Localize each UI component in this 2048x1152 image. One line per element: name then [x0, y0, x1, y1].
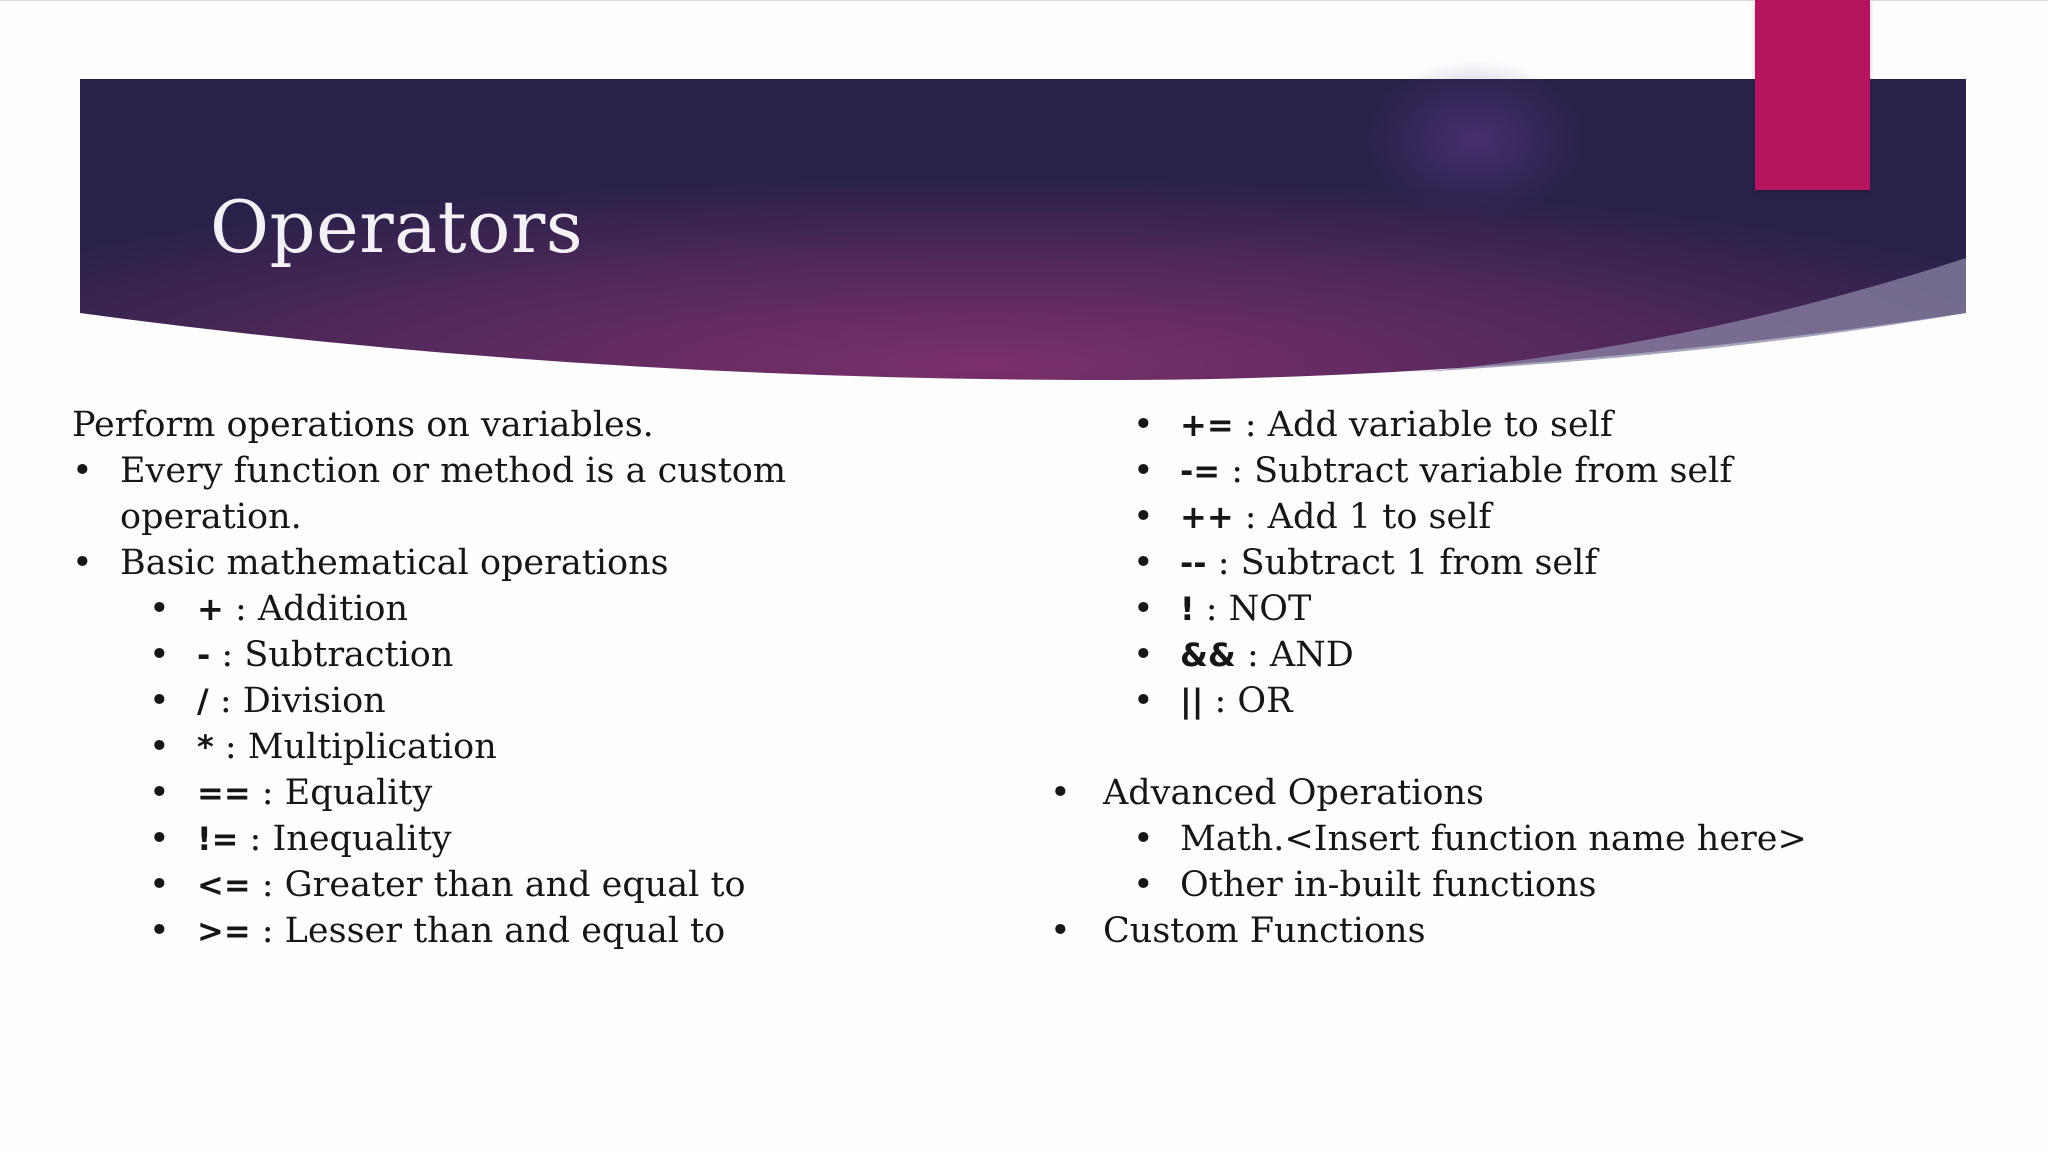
operator-description: : Subtract variable from self: [1220, 451, 1733, 491]
operator-description: : NOT: [1194, 589, 1312, 629]
operator-description: : Multiplication: [213, 727, 497, 767]
list-item-label: Basic mathematical operations: [120, 543, 669, 583]
operator-item: [1050, 678, 1950, 724]
operator-description: : OR: [1203, 681, 1293, 721]
list-item: [1050, 908, 1950, 954]
operator-symbol: *: [197, 728, 214, 766]
operator-item: [72, 586, 992, 632]
operator-symbol: !=: [197, 820, 239, 858]
bullet-icon: •: [1133, 635, 1154, 675]
operator-symbol: -: [197, 636, 211, 674]
operator-item: [72, 770, 992, 816]
accent-tab: [1755, 0, 1870, 190]
bullet-icon: •: [1133, 451, 1154, 491]
operator-item: [72, 816, 992, 862]
operator-description: : Division: [208, 681, 386, 721]
operator-item: [1050, 632, 1950, 678]
operator-item: [72, 724, 992, 770]
bullet-icon: •: [1133, 865, 1154, 905]
bullet-icon: •: [1133, 543, 1154, 583]
intro-label: Perform operations on variables.: [72, 405, 654, 445]
bullet-icon: •: [1050, 911, 1071, 951]
bullet-icon: •: [149, 681, 170, 721]
bullet-icon: •: [1133, 405, 1154, 445]
bullet-icon: •: [1133, 819, 1154, 859]
list-item: [72, 540, 992, 586]
bullet-icon: •: [149, 589, 170, 629]
operator-item: [72, 678, 992, 724]
operator-symbol: -=: [1180, 452, 1221, 490]
operator-item: [1050, 494, 1950, 540]
operator-symbol: ==: [197, 774, 251, 812]
bullet-icon: •: [149, 911, 170, 951]
operator-symbol: ||: [1180, 682, 1204, 720]
right-column: [1050, 402, 1950, 954]
operator-symbol: +=: [1180, 406, 1234, 444]
spacer: [1050, 724, 1950, 770]
operator-symbol: !: [1180, 590, 1195, 628]
operator-description: : Subtraction: [210, 635, 454, 675]
operator-description: : Equality: [250, 773, 433, 813]
bullet-icon: •: [1050, 773, 1071, 813]
bullet-icon: •: [149, 865, 170, 905]
slide-title: Operators: [210, 185, 584, 269]
list-item-label: Math.<Insert function name here>: [1180, 819, 1807, 859]
list-item-label: Other in-built functions: [1180, 865, 1597, 905]
operator-description: : Addition: [223, 589, 409, 629]
operator-item: [72, 632, 992, 678]
list-item-label: Custom Functions: [1103, 911, 1426, 951]
operator-item: [1050, 448, 1950, 494]
operator-symbol: <=: [197, 866, 251, 904]
operator-description: : Greater than and equal to: [250, 865, 746, 905]
bullet-icon: •: [1133, 589, 1154, 629]
bullet-icon: •: [149, 727, 170, 767]
operator-symbol: +: [197, 590, 224, 628]
operator-item: [1050, 540, 1950, 586]
list-item-continuation: [72, 494, 992, 540]
operator-description: : Subtract 1 from self: [1206, 543, 1598, 583]
bullet-icon: •: [1133, 497, 1154, 537]
bullet-icon: •: [149, 635, 170, 675]
sub-list-item: [1050, 816, 1950, 862]
list-item: [1050, 770, 1950, 816]
intro-text: [72, 402, 992, 448]
bullet-icon: •: [1133, 681, 1154, 721]
operator-symbol: --: [1180, 544, 1207, 582]
operator-item: [72, 908, 992, 954]
operator-symbol: ++: [1180, 498, 1234, 536]
bullet-icon: •: [149, 773, 170, 813]
operator-item: [1050, 402, 1950, 448]
operator-description: : Inequality: [238, 819, 452, 859]
operator-description: : Lesser than and equal to: [250, 911, 726, 951]
operator-description: : Add variable to self: [1233, 405, 1613, 445]
operator-description: : Add 1 to self: [1233, 497, 1492, 537]
operator-symbol: &&: [1180, 636, 1236, 674]
operator-symbol: /: [197, 682, 209, 720]
list-item: [72, 448, 992, 494]
operator-item: [72, 862, 992, 908]
bullet-icon: •: [72, 451, 93, 491]
operator-symbol: >=: [197, 912, 251, 950]
list-item-label: Advanced Operations: [1103, 773, 1484, 813]
operator-item: [1050, 586, 1950, 632]
operator-description: : AND: [1235, 635, 1354, 675]
sub-list-item: [1050, 862, 1950, 908]
left-column: [72, 402, 992, 954]
list-item-label: operation.: [120, 497, 302, 537]
bullet-icon: •: [149, 819, 170, 859]
bullet-icon: •: [72, 543, 93, 583]
list-item-label: Every function or method is a custom: [120, 451, 787, 491]
